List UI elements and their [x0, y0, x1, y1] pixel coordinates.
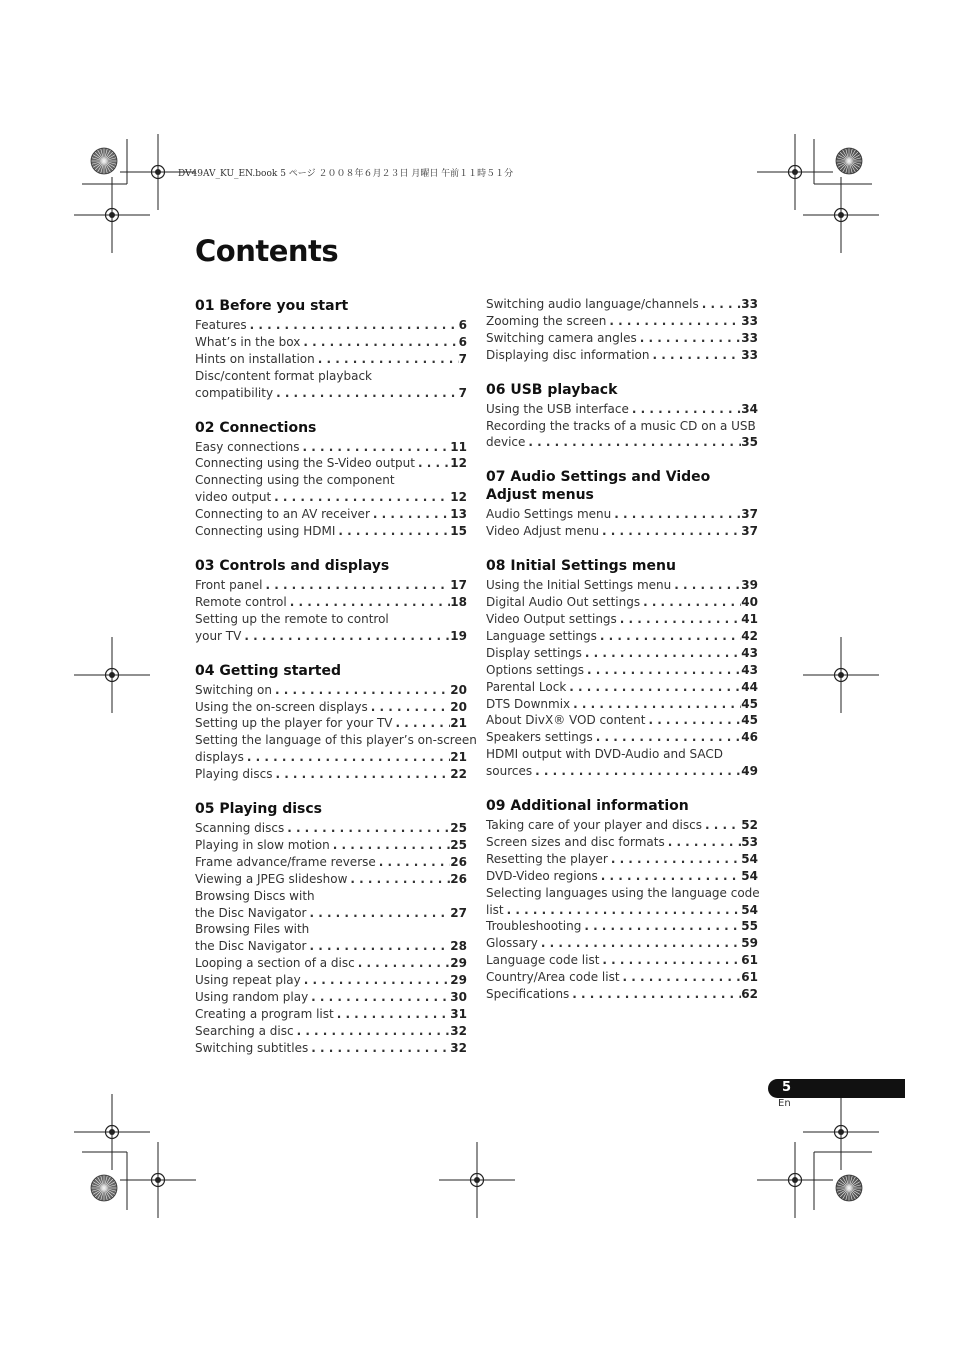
dot-leader	[347, 871, 450, 888]
toc-entry[interactable]	[486, 918, 758, 935]
toc-entry-text: Hints on installation	[195, 351, 315, 366]
toc-entry[interactable]	[195, 523, 467, 540]
dot-leader	[273, 385, 459, 402]
dot-leader	[699, 296, 742, 313]
toc-page-number: 32	[450, 1040, 467, 1055]
toc-page-number: 21	[450, 750, 467, 765]
toc-page-number: 29	[450, 973, 467, 988]
toc-page-number: 22	[450, 767, 467, 782]
toc-entry-text: Looping a section of a disc	[195, 956, 355, 971]
toc-entry-text: Switching audio language/channels	[486, 297, 699, 311]
toc-page-number: 53	[741, 834, 758, 849]
toc-entry-text: Connecting using the component	[195, 473, 395, 488]
toc-entry[interactable]	[195, 334, 467, 351]
dot-leader	[649, 347, 741, 364]
toc-entry[interactable]	[195, 368, 467, 402]
toc-entry-text: Audio Settings menu	[486, 507, 612, 522]
toc-page-number: 27	[450, 905, 467, 920]
toc-entry-text: Connecting using HDMI	[195, 524, 336, 539]
toc-page-number: 43	[741, 645, 758, 660]
registration-target-icon	[74, 1094, 150, 1170]
section-title: 05 Playing discs	[195, 801, 323, 818]
toc-page-number: 17	[450, 577, 467, 592]
toc-entry-text: Language code list	[486, 953, 600, 968]
toc-entry[interactable]	[195, 1040, 467, 1057]
toc-entry-text: Using repeat play	[195, 973, 301, 988]
toc-entry[interactable]	[486, 679, 758, 696]
registration-target-icon	[803, 177, 879, 253]
toc-page-number: 7	[458, 351, 467, 366]
toc-section	[195, 800, 467, 1057]
toc-entry-text: device	[486, 435, 526, 450]
dot-leader	[308, 1040, 450, 1057]
toc-page-number: 33	[741, 313, 758, 328]
dot-leader	[330, 837, 451, 854]
toc-entry[interactable]	[486, 628, 758, 645]
section-title: 02 Connections	[195, 419, 317, 436]
toc-entry[interactable]	[486, 746, 758, 780]
toc-section	[195, 419, 467, 540]
toc-page-number: 41	[741, 611, 758, 626]
registration-target-icon	[74, 177, 150, 253]
registration-target-icon	[803, 637, 879, 713]
toc-page-number: 30	[450, 990, 467, 1005]
toc-page-number: 49	[741, 764, 758, 779]
dot-leader	[620, 969, 742, 986]
toc-entry[interactable]	[486, 523, 758, 540]
toc-entry-text: Using the USB interface	[486, 401, 629, 416]
dot-leader	[702, 817, 741, 834]
language-code: En	[778, 1098, 791, 1109]
dot-leader	[271, 489, 450, 506]
toc-page-number: 33	[741, 297, 758, 311]
toc-page-number: 31	[450, 1007, 467, 1021]
toc-section	[195, 557, 467, 645]
toc-entry[interactable]	[486, 611, 758, 628]
toc-page-number: 19	[450, 628, 467, 643]
toc-entry[interactable]	[195, 472, 467, 506]
toc-page-number: 6	[458, 334, 467, 349]
toc-section	[486, 381, 758, 452]
dot-leader	[284, 820, 450, 837]
dot-leader	[415, 455, 450, 472]
toc-page-number: 37	[741, 507, 758, 522]
dot-leader	[300, 334, 458, 351]
dot-leader	[640, 594, 741, 611]
dot-leader	[370, 506, 450, 523]
dot-leader	[272, 766, 450, 783]
registration-target-icon	[439, 1142, 515, 1218]
toc-entry-text: Resetting the player	[486, 851, 608, 866]
toc-entry[interactable]	[195, 317, 467, 334]
toc-entry[interactable]	[195, 871, 467, 888]
toc-entry-text: your TV	[195, 628, 242, 643]
toc-entry[interactable]	[486, 712, 758, 729]
toc-entry-text: Frame advance/frame reverse	[195, 854, 376, 869]
toc-page-number: 25	[450, 821, 467, 836]
section-title: 04 Getting started	[195, 662, 341, 679]
toc-entry[interactable]	[486, 935, 758, 952]
registration-target-icon	[120, 1142, 196, 1218]
toc-section	[195, 662, 477, 783]
section-title: 03 Controls and displays	[195, 557, 390, 574]
dot-leader	[593, 729, 742, 746]
toc-entry-text: What’s in the box	[195, 334, 301, 349]
toc-entry-text: Options settings	[486, 662, 584, 677]
dot-leader	[608, 851, 741, 868]
toc-entry-text: Viewing a JPEG slideshow	[195, 871, 348, 886]
toc-entry-text: DTS Downmix	[486, 696, 571, 711]
dot-leader	[525, 434, 741, 451]
toc-page-number: 26	[450, 871, 467, 886]
toc-page-number: 18	[450, 594, 467, 609]
toc-entry[interactable]	[486, 347, 758, 364]
toc-entry[interactable]	[486, 952, 758, 969]
toc-page-number: 61	[741, 970, 758, 985]
page-title: Contents	[195, 234, 339, 268]
toc-entry-text: Disc/content format playback	[195, 368, 372, 383]
toc-entry-text: sources	[486, 764, 533, 779]
dot-leader	[368, 699, 451, 716]
toc-page-number: 59	[741, 936, 758, 951]
toc-entry-text: list	[486, 902, 504, 917]
toc-entry-text: Screen sizes and disc formats	[486, 834, 665, 849]
dot-leader	[611, 506, 741, 523]
toc-page-number: 33	[741, 330, 758, 345]
dot-leader	[308, 989, 450, 1006]
toc-page-number: 29	[450, 956, 467, 971]
toc-entry[interactable]	[486, 313, 758, 330]
toc-entry[interactable]	[486, 330, 758, 347]
toc-entry-text: About DivX® VOD content	[486, 713, 646, 728]
file-info-header: DV49AV_KU_EN.book 5 ページ ２００８年６月２３日 月曜日 午前１１時５１分	[178, 169, 514, 179]
toc-page-number: 40	[741, 595, 758, 610]
toc-entry[interactable]	[195, 1006, 467, 1023]
toc-page-number: 61	[741, 953, 758, 968]
toc-page-number: 42	[741, 628, 758, 643]
toc-entry[interactable]	[195, 699, 467, 716]
dot-leader	[599, 952, 741, 969]
toc-page-number: 6	[458, 318, 467, 332]
starburst-icon	[836, 148, 862, 174]
toc-entry[interactable]	[486, 834, 758, 851]
toc-page-number: 44	[741, 679, 758, 694]
toc-entry[interactable]	[195, 989, 467, 1006]
toc-entry[interactable]	[195, 837, 467, 854]
toc-page-number: 62	[741, 987, 758, 1002]
toc-entry-text: Zooming the screen	[486, 313, 607, 328]
dot-leader	[617, 611, 742, 628]
toc-section	[486, 557, 758, 780]
toc-entry-text: DVD-Video regions	[486, 868, 598, 883]
toc-entry[interactable]	[486, 296, 758, 313]
dot-leader	[376, 854, 451, 871]
toc-entry-text: Connecting using the S-Video output	[195, 456, 415, 471]
toc-entry[interactable]	[486, 729, 758, 746]
toc-entry[interactable]	[486, 817, 758, 834]
dot-leader	[584, 662, 741, 679]
toc-entry[interactable]	[486, 577, 758, 594]
dot-leader	[355, 955, 451, 972]
dot-leader	[334, 1006, 451, 1023]
toc-entry[interactable]	[195, 854, 467, 871]
dot-leader	[244, 749, 450, 766]
toc-entry[interactable]	[195, 972, 467, 989]
toc-page-number: 46	[741, 730, 758, 745]
toc-entry[interactable]	[486, 506, 758, 523]
toc-entry[interactable]	[486, 401, 758, 418]
toc-entry-text: Easy connections	[195, 439, 300, 454]
toc-entry-text: Setting the language of this player’s on-screen	[195, 733, 477, 748]
toc-entry[interactable]	[195, 682, 467, 699]
toc-entry-text: Switching subtitles	[195, 1040, 309, 1055]
toc-entry-text: video output	[195, 490, 272, 505]
toc-entry-text: Connecting to an AV receiver	[195, 507, 370, 522]
toc-page-number: 33	[741, 347, 758, 362]
toc-entry[interactable]	[195, 766, 467, 783]
toc-page-number: 12	[450, 456, 467, 471]
toc-entry-text: the Disc Navigator	[195, 939, 307, 954]
toc-entry-text: Display settings	[486, 645, 582, 660]
toc-entry-text: Language settings	[486, 628, 597, 643]
dot-leader	[299, 439, 450, 456]
toc-entry[interactable]	[195, 577, 467, 594]
toc-page-number: 34	[741, 401, 758, 416]
toc-page-number: 25	[450, 837, 467, 852]
toc-page-number: 21	[450, 716, 467, 731]
toc-entry-text: Displaying disc information	[486, 347, 650, 362]
toc-section	[486, 468, 758, 540]
section-title: 09 Additional information	[486, 798, 689, 815]
dot-leader	[671, 577, 741, 594]
toc-entry[interactable]	[486, 986, 758, 1003]
toc-entry[interactable]	[486, 594, 758, 611]
toc-page-number: 43	[741, 662, 758, 677]
toc-entry-text: Browsing Discs with	[195, 888, 315, 903]
toc-entry[interactable]	[486, 969, 758, 986]
dot-leader	[301, 972, 451, 989]
starburst-icon	[836, 1175, 862, 1201]
toc-entry-text: Using random play	[195, 990, 309, 1005]
toc-page-number: 13	[450, 507, 467, 522]
toc-page-number: 54	[741, 851, 758, 866]
toc-entry-text: HDMI output with DVD-Audio and SACD	[486, 747, 723, 762]
toc-entry-text: Video Adjust menu	[486, 524, 600, 539]
toc-entry-text: Remote control	[195, 594, 287, 609]
toc-entry[interactable]	[195, 732, 477, 766]
toc-entry-text: Playing discs	[195, 767, 273, 782]
toc-entry-text: Features	[195, 318, 247, 332]
starburst-icon	[91, 148, 117, 174]
dot-leader	[287, 594, 451, 611]
toc-entry-text: Troubleshooting	[486, 919, 582, 934]
toc-page-number: 54	[741, 902, 758, 917]
dot-leader	[645, 712, 741, 729]
dot-leader	[272, 682, 450, 699]
dot-leader	[335, 523, 450, 540]
toc-entry-text: Using the on-screen displays	[195, 699, 368, 714]
toc-entry-text: Recording the tracks of a music CD on a USB	[486, 418, 756, 433]
registration-target-icon	[757, 1142, 833, 1218]
registration-target-icon	[74, 637, 150, 713]
dot-leader	[247, 317, 459, 334]
toc-entry-text: Specifications	[486, 987, 570, 1002]
dot-leader	[306, 938, 450, 955]
page-number: 5	[782, 1080, 792, 1095]
toc-entry[interactable]	[486, 662, 758, 679]
toc-entry-text: Playing in slow motion	[195, 837, 330, 852]
toc-entry-text: Selecting languages using the language code	[486, 885, 760, 900]
toc-page-number: 26	[450, 854, 467, 869]
dot-leader	[606, 313, 741, 330]
dot-leader	[570, 696, 741, 713]
toc-entry[interactable]	[486, 885, 758, 919]
registration-target-icon	[757, 134, 833, 210]
dot-leader	[532, 763, 741, 780]
dot-leader	[582, 645, 741, 662]
section-title: 07 Audio Settings and Video Adjust menus	[486, 469, 711, 504]
toc-left-column	[195, 297, 477, 1074]
toc-entry[interactable]	[195, 955, 467, 972]
toc-entry[interactable]	[195, 1023, 467, 1040]
dot-leader	[315, 351, 459, 368]
toc-entry-text: displays	[195, 750, 244, 765]
toc-page-number: 35	[741, 435, 758, 450]
toc-page-number: 54	[741, 868, 758, 883]
toc-entry-text: Parental Lock	[486, 679, 567, 694]
toc-entry[interactable]	[195, 351, 467, 368]
toc-entry-text: Video Output settings	[486, 611, 617, 626]
toc-entry-text: Front panel	[195, 577, 263, 592]
section-title: 01 Before you start	[195, 298, 349, 314]
toc-page-number: 12	[450, 490, 467, 505]
toc-entry-text: Browsing Files with	[195, 922, 310, 937]
section-title: 06 USB playback	[486, 381, 618, 398]
toc-entry-text: Speakers settings	[486, 730, 593, 745]
toc-section	[486, 797, 758, 1003]
toc-entry-text: Country/Area code list	[486, 970, 620, 985]
toc-entry[interactable]	[195, 439, 467, 456]
toc-page-number: 28	[450, 939, 467, 954]
page-number-badge	[768, 1079, 905, 1098]
toc-entry[interactable]	[486, 696, 758, 713]
starburst-icon	[91, 1175, 117, 1201]
toc-page-number: 45	[741, 696, 758, 711]
toc-entry[interactable]	[486, 851, 758, 868]
dot-leader	[538, 935, 741, 952]
dot-leader	[629, 401, 741, 418]
toc-entry-text: Searching a disc	[195, 1023, 294, 1038]
dot-leader	[637, 330, 742, 347]
toc-page-number: 11	[450, 439, 467, 454]
toc-page-number: 20	[450, 699, 467, 714]
toc-page-number: 15	[450, 524, 467, 539]
toc-entry[interactable]	[486, 418, 758, 452]
toc-section	[195, 297, 467, 402]
dot-leader	[569, 986, 741, 1003]
toc-right-column	[486, 296, 758, 1020]
toc-entry-text: Digital Audio Out settings	[486, 595, 641, 610]
toc-entry[interactable]	[195, 715, 467, 732]
toc-entry-text: Setting up the remote to control	[195, 611, 389, 626]
dot-leader	[294, 1023, 451, 1040]
toc-entry[interactable]	[195, 611, 467, 645]
dot-leader	[306, 905, 450, 922]
toc-entry-text: Using the Initial Settings menu	[486, 578, 672, 593]
dot-leader	[241, 628, 450, 645]
toc-entry-text: Scanning discs	[195, 821, 285, 836]
toc-entry[interactable]	[195, 455, 467, 472]
toc-page-number: 32	[450, 1023, 467, 1038]
toc-section	[486, 296, 758, 364]
toc-entry[interactable]	[195, 888, 467, 922]
dot-leader	[665, 834, 742, 851]
dot-leader	[566, 679, 741, 696]
toc-page-number: 55	[741, 919, 758, 934]
toc-entry[interactable]	[195, 820, 467, 837]
toc-entry-text: Taking care of your player and discs	[486, 818, 702, 833]
dot-leader	[599, 523, 741, 540]
dot-leader	[504, 902, 742, 919]
toc-entry-text: the Disc Navigator	[195, 905, 307, 920]
dot-leader	[262, 577, 450, 594]
toc-entry-text: Creating a program list	[195, 1007, 334, 1021]
toc-entry[interactable]	[486, 868, 758, 885]
toc-entry-text: Setting up the player for your TV	[195, 716, 393, 731]
toc-page-number: 45	[741, 713, 758, 728]
toc-entry-text: Switching on	[195, 682, 272, 697]
toc-entry-text: Glossary	[486, 936, 538, 951]
toc-page-number: 7	[458, 385, 467, 400]
toc-entry[interactable]	[195, 594, 467, 611]
toc-entry-text: Switching camera angles	[486, 330, 637, 345]
dot-leader	[393, 715, 451, 732]
toc-page-number: 52	[741, 818, 758, 833]
toc-page-number: 37	[741, 524, 758, 539]
dot-leader	[597, 628, 741, 645]
section-title: 08 Initial Settings menu	[486, 558, 676, 575]
toc-entry[interactable]	[486, 645, 758, 662]
dot-leader	[581, 918, 741, 935]
dot-leader	[598, 868, 742, 885]
toc-entry[interactable]	[195, 506, 467, 523]
toc-entry[interactable]	[195, 921, 467, 955]
toc-page-number: 39	[741, 578, 758, 593]
toc-page-number: 20	[450, 682, 467, 697]
toc-entry-text: compatibility	[195, 385, 274, 400]
